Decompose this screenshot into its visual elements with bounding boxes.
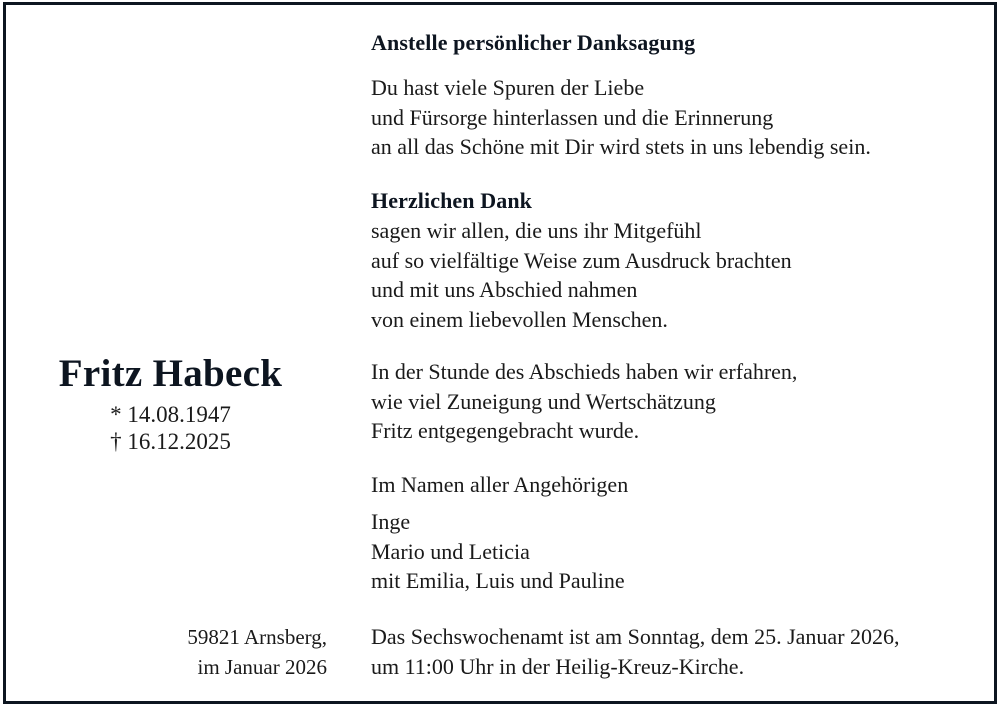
right-column — [371, 0, 971, 707]
verse-line: an all das Schöne mit Dir wird stets in uns lebendig sein. — [371, 134, 871, 159]
place-city-line: 59821 Arnsberg, — [187, 625, 327, 649]
survivors-block — [371, 507, 971, 596]
thanks-title: Anstelle persönlicher Danksagung — [371, 30, 696, 55]
survivor-line: Inge — [371, 509, 411, 534]
farewell-line: In der Stunde des Abschieds haben wir erfahren, — [371, 359, 798, 384]
verse-line: und Fürsorge hinterlassen und die Erinnerung — [371, 104, 774, 130]
gratitude-line: von einem liebevollen Menschen. — [371, 306, 668, 332]
on-behalf-block — [371, 470, 971, 500]
service-line: Das Sechswochenamt ist am Sonntag, dem 25. Januar 2026, — [371, 624, 900, 649]
verse-line: Du hast viele Spuren der Liebe — [371, 75, 645, 100]
life-dates — [14, 401, 327, 455]
gratitude-line: und mit uns Abschied nahmen — [371, 277, 638, 302]
service-info-block — [371, 622, 971, 682]
place-and-date-block — [14, 622, 327, 682]
on-behalf-line: Im Namen aller Angehörigen — [371, 472, 629, 497]
survivor-line: Mario und Leticia — [371, 538, 530, 564]
farewell-line: Fritz entgegengebracht wurde. — [371, 418, 640, 443]
survivor-line: mit Emilia, Luis und Pauline — [371, 568, 625, 593]
place-date-line: im Januar 2026 — [197, 655, 327, 679]
thanks-title-block — [371, 28, 971, 58]
death-date-line: † 16.12.2025 — [110, 429, 231, 454]
gratitude-heading: Herzlichen Dank — [371, 188, 532, 213]
service-line: um 11:00 Uhr in der Heilig-Kreuz-Kirche. — [371, 654, 745, 679]
birth-date-line: * 14.08.1947 — [110, 402, 231, 427]
gratitude-line: sagen wir allen, die uns ihr Mitgefühl — [371, 218, 702, 243]
gratitude-block — [371, 186, 971, 334]
gratitude-line: auf so vielfältige Weise zum Ausdruck brachten — [371, 247, 792, 273]
left-column — [14, 0, 354, 707]
farewell-line: wie viel Zuneigung und Wertschätzung — [371, 388, 716, 414]
verse-block — [371, 73, 971, 162]
farewell-block — [371, 357, 971, 446]
deceased-name: Fritz Habeck — [58, 352, 283, 395]
